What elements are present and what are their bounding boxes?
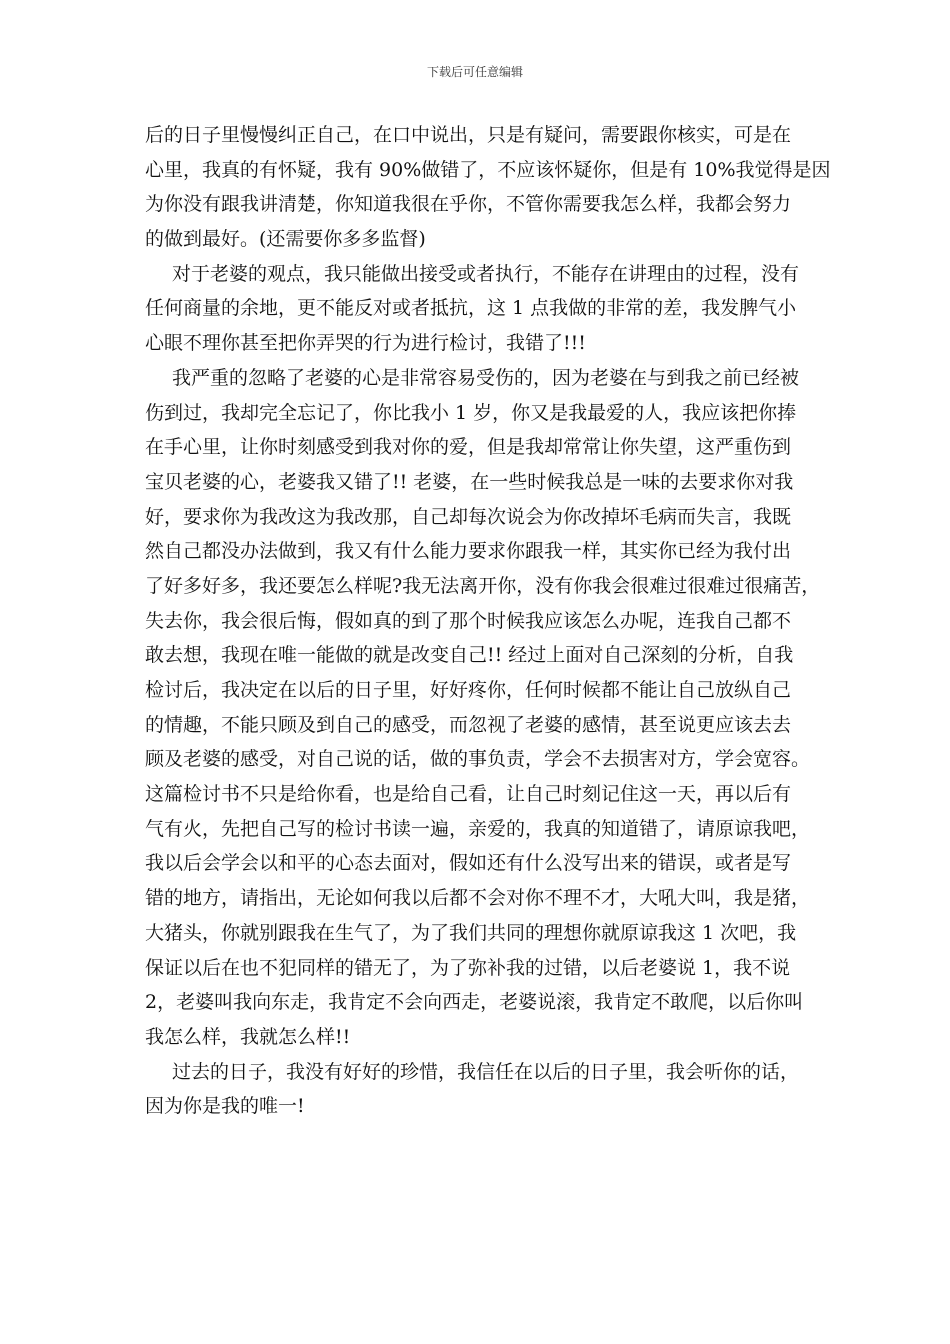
text-line: 后的日子里慢慢纠正自己，在口中说出，只是有疑问，需要跟你核实，可是在 <box>145 124 792 146</box>
text-line: 2，老婆叫我向东走，我肯定不会向西走，老婆说滚，我肯定不敢爬，以后你叫 <box>145 991 804 1014</box>
text-line: 对于老婆的观点，我只能做出接受或者执行，不能存在讲理由的过程，没有 <box>172 262 800 285</box>
text-line: 这篇检讨书不只是给你看，也是给自己看，让自己时刻记住这一天，再以后有 <box>145 783 792 806</box>
text-line: 在手心里，让你时刻感受到我对你的爱，但是我却常常让你失望，这严重伤到 <box>145 436 792 459</box>
text-line: 然自己都没办法做到，我又有什么能力要求你跟我一样，其实你已经为我付出 <box>145 540 792 563</box>
text-line: 的做到最好。(还需要你多多监督) <box>145 228 426 251</box>
text-line: 失去你，我会很后悔，假如真的到了那个时候我应该怎么办呢，连我自己都不 <box>145 609 792 632</box>
text-line: 心眼不理你甚至把你弄哭的行为进行检讨，我错了!!! <box>145 332 586 355</box>
text-line: 任何商量的余地，更不能反对或者抵抗，这 1 点我做的非常的差，我发脾气小 <box>145 297 797 320</box>
text-line: 了好多好多，我还要怎么样呢?我无法离开你，没有你我会很难过很难过很痛苦， <box>145 574 821 597</box>
text-line: 的情趣，不能只顾及到自己的感受，而忽视了老婆的感情，甚至说更应该去去 <box>145 713 792 736</box>
page-header: 下载后可任意编辑 <box>426 65 523 79</box>
text-line: 为你没有跟我讲清楚，你知道我很在乎你，不管你需要我怎么样，我都会努力 <box>145 193 792 216</box>
text-line: 气有火，先把自己写的检讨书读一遍，亲爱的，我真的知道错了，请原谅我吧， <box>145 817 811 840</box>
text-line: 伤到过，我却完全忘记了，你比我小 1 岁，你又是我最爱的人，我应该把你捧 <box>145 401 797 424</box>
text-line: 敢去想，我现在唯一能做的就是改变自己!! 经过上面对自己深刻的分析，自我 <box>145 644 794 667</box>
text-line: 宝贝老婆的心，老婆我又错了!! 老婆，在一些时候我总是一味的去要求你对我 <box>145 470 794 493</box>
text-line: 错的地方，请指出，无论如何我以后都不会对你不理不才，大吼大叫，我是猪， <box>145 887 811 910</box>
text-line: 我以后会学会以和平的心态去面对，假如还有什么没写出来的错误，或者是写 <box>145 852 792 875</box>
text-line: 过去的日子，我没有好好的珍惜，我信任在以后的日子里，我会听你的话， <box>172 1060 800 1083</box>
text-line: 心里，我真的有怀疑，我有 90%做错了，不应该怀疑你，但是有 10%我觉得是因 <box>145 158 831 181</box>
document-body <box>145 118 831 1124</box>
text-line: 因为你是我的唯一! <box>145 1095 305 1118</box>
text-line: 大猪头，你就别跟我在生气了，为了我们共同的理想你就原谅我这 1 次吧，我 <box>145 921 797 944</box>
text-line: 我怎么样，我就怎么样!! <box>145 1025 351 1048</box>
text-line: 保证以后在也不犯同样的错无了，为了弥补我的过错，以后老婆说 1，我不说 <box>145 956 791 979</box>
text-line: 好，要求你为我改这为我改那，自己却每次说会为你改掉坏毛病而失言，我既 <box>145 505 792 528</box>
text-line: 顾及老婆的感受，对自己说的话，做的事负责，学会不去损害对方，学会宽容。 <box>145 748 811 771</box>
text-line: 我严重的忽略了老婆的心是非常容易受伤的，因为老婆在与到我之前已经被 <box>172 366 800 389</box>
text-line: 检讨后，我决定在以后的日子里，好好疼你，任何时候都不能让自己放纵自己 <box>145 679 792 701</box>
